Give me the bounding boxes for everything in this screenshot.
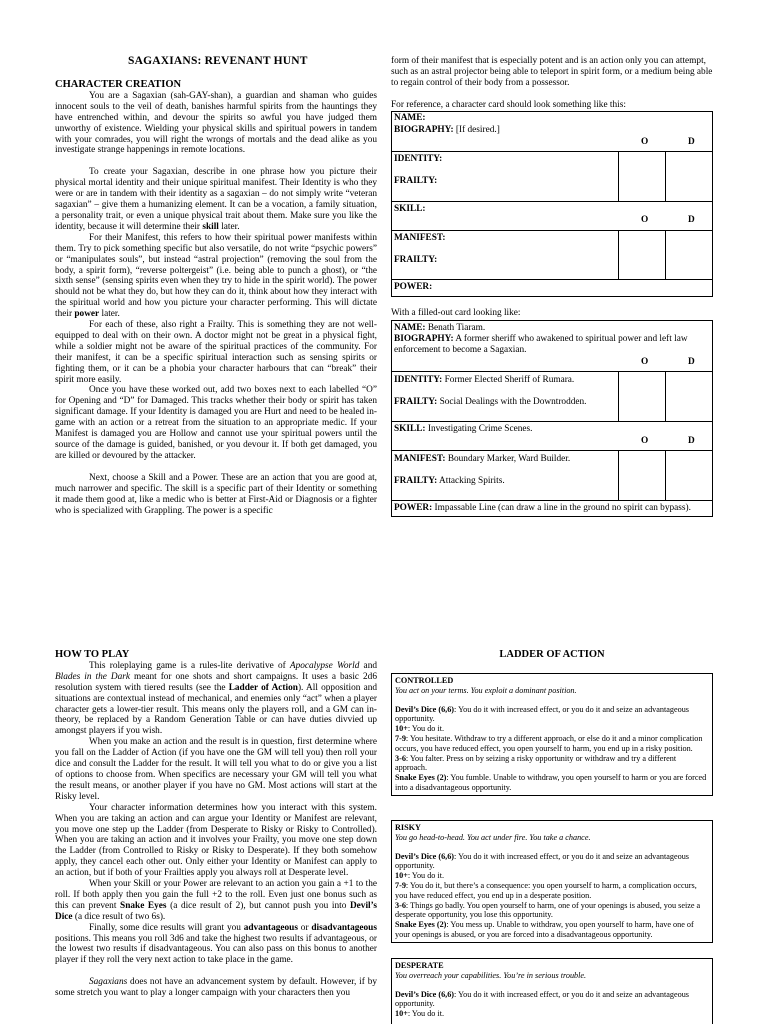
desperate-r2-text: : You do it. — [407, 1009, 445, 1019]
risky-devils-dice — [395, 852, 709, 872]
filled-manifest-value: Boundary Marker, Ward Builder. — [447, 454, 571, 464]
cc-paragraph-6: Next, choose a Skill and a Power. These are an action that you are good at, much narrower and specific. The skill is a specific part of their Identity or something it made them good at, like a medic who is better at First-Aid or Diagnosis or a fighter who is specialized with Grappling. The power is a specific — [55, 472, 377, 516]
cc-paragraph-5: Once you have these worked out, add two boxes next to each labelled “O” for Opening and “D” for Damaged. This tracks whether their body or spirit has taken significant damage. If your Identity is damaged you are Hurt and need to be healed in-game with an action or a retreat from the situation to an appropriate medic. If your Manifest is damaged you are Hollow and cannot use your spiritual powers until the source of the damage is guided, banished, or you devour it. If both get damaged, you are killed or devoured by the attacker. — [55, 385, 377, 461]
desperate-r1-label: Devil’s Dice (6,6) — [395, 989, 455, 999]
risky-r5-text: : You mess up. Unable to withdraw, you open yourself to harm, have one of your openings is abused, or you are forced into a disadvantageous opportunity. — [395, 920, 694, 939]
filled-card-text: With a filled-out card looking like: — [391, 308, 521, 318]
cc-p2-skill: skill — [202, 221, 219, 232]
page-title: SAGAXIANS: REVENANT HUNT — [128, 55, 308, 67]
filled-frailty2-value: Attacking Spirits. — [439, 476, 505, 486]
controlled-r1-label: Devil’s Dice (6,6) — [395, 704, 455, 714]
cc-p3-power: power — [74, 309, 100, 320]
card-frailty2-label: FRAILTY: — [394, 255, 438, 265]
filled-skill-value: Investigating Crime Scenes. — [427, 424, 533, 434]
filled-identity-label: IDENTITY: — [394, 375, 443, 385]
controlled-subtitle: You act on your terms. You exploit a dominant position. — [395, 685, 577, 695]
htp-p1-blades: Blades in the Dark — [55, 671, 130, 682]
filled-identity-value: Former Elected Sheriff of Rumara. — [444, 375, 575, 385]
controlled-r3-text: : You hesitate. Withdraw to try a different approach, or else do it and a minor complication occurs, you have reduced effect, you open yourself to harm, you end up in a risky position. — [395, 733, 703, 753]
risky-3-6 — [395, 901, 709, 921]
filled-frailty2-label: FRAILTY: — [394, 476, 438, 486]
card-d-header-2: D — [688, 215, 695, 225]
risky-subtitle: You go head-to-head. You act under fire. You take a chance. — [395, 832, 591, 842]
how-to-play-section — [55, 650, 377, 999]
ladder-desperate-box — [391, 958, 713, 1024]
filled-manifest-damaged-box[interactable] — [665, 451, 714, 500]
card-reference-text: For reference, a character card should look something like this: — [391, 99, 626, 110]
risky-10plus — [395, 871, 709, 881]
htp-p4-c: (a dice result of 2), but cannot push you into — [166, 900, 350, 911]
cc-paragraph-2 — [55, 167, 377, 232]
controlled-r5-text: : You fumble. Unable to withdraw, you open yourself to harm or you are forced into a disadvantageous opportunity. — [395, 773, 707, 792]
cc-p2-text: To create your Sagaxian, describe in one phrase how you picture their physical mortal identity and their unique spiritual manifest. Their Identity is who they were or are in tandem with their identity as a sagaxian – do not simply write “veteran sagaxian” – give them a humanizing element. It can be a vocation, a family situation, a personality trait, or even a unique physical trait about them. Make sure you like the identity, because it will determine their — [55, 167, 377, 232]
manifest-opening-box[interactable] — [618, 231, 666, 279]
risky-r4-label: 3-6 — [395, 900, 406, 910]
filled-skill-label: SKILL: — [394, 424, 426, 434]
cc-paragraph-4: For each of these, also right a Frailty. This is something they are not well-equipped to deal with on their own. A doctor might not be great in a physical fight, while a soldier might not be aware of the spiritual practices of the community. For their manifest, it can be a specific spiritual interaction such as sensing spirits or fighting them, or it can be a phobia your character harbours that can “break” their spirit more easily. — [55, 320, 377, 385]
filled-manifest-row — [392, 451, 712, 501]
filled-d-header: D — [688, 357, 695, 367]
desperate-10plus — [395, 1009, 709, 1019]
htp-p4-devils-dice: Devil’s Dice — [55, 900, 377, 922]
controlled-r2-text: : You do it. — [407, 724, 445, 734]
risky-r2-text: : You do it. — [407, 871, 445, 881]
identity-damaged-box[interactable] — [665, 152, 714, 201]
manifest-damaged-box[interactable] — [665, 231, 714, 279]
htp-p6-sagaxians: Sagaxians — [89, 977, 128, 988]
filled-name-row — [392, 321, 712, 372]
risky-title: RISKY — [395, 823, 421, 832]
cc-paragraph-7: form of their manifest that is especially potent and is an action only you can attempt, such as an astral projector being able to teleport in spirit form, or a medium being able to regain control of their body from a possessor. — [391, 56, 713, 88]
htp-p4-e: (a dice result of two 6s). — [72, 911, 166, 922]
how-to-play-heading: HOW TO PLAY — [55, 649, 130, 660]
cc-p3-text: For their Manifest, this refers to how their spiritual power manifests within them. Try to pick something specific but also versatile, do not write “psychic powers” or “manipulates souls”, but instead “astral projection” (removing the soul from the body, a spirit form), “reverse poltergeist” (i.e. being able to punch a ghost), or “the sixth sense” (sensing spirits even when they try to hide in the spirit world). The power should not be what they do, but how they can do it, think about how they interact with the spiritual world and how you picture your character performing. This will dictate their — [55, 232, 377, 320]
card-d-header: D — [688, 137, 695, 147]
ladder-controlled-box — [391, 673, 713, 796]
card-identity-row — [392, 152, 712, 202]
filled-name-value: Benath Tiaram. — [427, 323, 486, 333]
controlled-title: CONTROLLED — [395, 676, 454, 685]
controlled-snake-eyes — [395, 773, 709, 793]
filled-power-label: POWER: — [394, 503, 433, 513]
cc-paragraph-3 — [55, 233, 377, 320]
card-o-header-2: O — [641, 215, 649, 225]
htp-paragraph-3: Your character information determines how you interact with this system. When you are taking an action and can argue your Identity or Manifest are relevant, you move one step up the Ladder (from Desperate to Risky or Risky to Controlled). When you are taking an action and it involves your Frailty, you move one step down the Ladder (from Controlled to Risky or Risky to Desperate). If they both somehow apply, they cancel each other out. Only either your Identity or Manifest can apply to an action, but if both of your Frailties apply you always roll at Desperate level. — [55, 802, 377, 879]
htp-paragraph-5 — [55, 923, 377, 967]
htp-p1-c: and — [359, 660, 377, 671]
filled-manifest-label: MANIFEST: — [394, 454, 446, 464]
htp-p5-disadvantageous: disadvantageous — [311, 922, 377, 933]
cc-p2-end: later. — [218, 221, 240, 232]
risky-r4-text: : Things go badly. You open yourself to harm, one of your openings is abused, you seize a desperate opportunity, you lose this opportunity. — [395, 900, 701, 920]
controlled-r1-text: : You do it with increased effect, or you do it and seize an advantageous opportunity. — [395, 704, 689, 724]
htp-paragraph-6 — [55, 977, 377, 999]
card-skill-row — [392, 202, 712, 231]
desperate-r2-label: 10+ — [395, 1009, 408, 1019]
filled-o-header-2: O — [641, 436, 649, 446]
cc-p3-end: later. — [99, 309, 120, 320]
cc-continued — [391, 56, 713, 111]
htp-p5-advantageous: advantageous — [243, 922, 298, 933]
risky-snake-eyes — [395, 920, 709, 940]
htp-p4-snake-eyes: Snake Eyes — [120, 900, 167, 911]
filled-frailty-value: Social Dealings with the Downtrodden. — [439, 397, 587, 407]
filled-skill-row — [392, 422, 712, 451]
desperate-r1-text: : You do it with increased effect, or you do it and seize an advantageous opportunity. — [395, 989, 689, 1009]
htp-p1-e: meant for one shots and short campaigns. It uses a basic 2d6 resolution system with tiered results (see the — [55, 671, 377, 693]
card-identity-label: IDENTITY: — [394, 154, 443, 164]
htp-p1-ladder: Ladder of Action — [228, 682, 298, 693]
htp-p5-c: or — [297, 922, 312, 933]
risky-7-9 — [395, 881, 709, 901]
controlled-r3-label: 7-9 — [395, 733, 406, 743]
risky-r5-label: Snake Eyes (2) — [395, 920, 447, 930]
card-skill-label: SKILL: — [394, 204, 426, 214]
htp-p6-b: does not have an advancement system by default. However, if by some stretch you want to play a longer campaign with your characters then you — [55, 977, 377, 999]
character-creation-heading: CHARACTER CREATION — [55, 79, 182, 90]
blank-character-card — [391, 111, 713, 297]
filled-bio-value: A former sheriff who awakened to spiritual power and left law enforcement to become a Sagaxian. — [394, 334, 688, 355]
htp-p1-apocalypse-world: Apocalypse World — [289, 660, 360, 671]
controlled-r2-label: 10+ — [395, 724, 408, 734]
risky-r3-label: 7-9 — [395, 880, 406, 890]
ladder-risky-box — [391, 820, 713, 943]
card-power-row — [392, 280, 712, 296]
card-manifest-label: MANIFEST: — [394, 233, 446, 243]
filled-name-label: NAME: — [394, 323, 426, 333]
ladder-heading: LADDER OF ACTION — [499, 649, 605, 660]
htp-paragraph-4 — [55, 879, 377, 923]
identity-opening-box[interactable] — [618, 152, 666, 201]
card-bio-value: [If desired.] — [455, 125, 500, 135]
htp-paragraph-2: When you make an action and the result is in question, first determine where you fall on the Ladder of Action (if you have one the GM will tell you) then roll your dice and consult the Ladder for the result. It will tell you what to do or give you a list of options to choose from. When specifics are necessary your GM will tell you what the result means, or another player if you have no GM. Most actions will start at the Risky level. — [55, 737, 377, 802]
card-name-label: NAME: — [394, 113, 426, 123]
htp-p1-g: ). All opposition and situations are contextual instead of mechanical, and enemies only “act” when a player character gets a lower-tier result. This means only the players roll, and a GM can in-theory, be replaced by a Random Generation Table or can have duties divvied up amongst players if you wish. — [55, 682, 377, 737]
filled-power-row — [392, 501, 712, 516]
htp-p4-a: When your Skill or your Power are relevant to an action you gain a +1 to the roll. If both apply then you gain the full +2 to the roll. Even just one bonus such as this can prevent — [55, 879, 377, 911]
desperate-title: DESPERATE — [395, 961, 444, 970]
filled-frailty-label: FRAILTY: — [394, 397, 438, 407]
filled-bio-label: BIOGRAPHY: — [394, 334, 454, 344]
filled-power-value: Impassable Line (can draw a line in the ground no spirit can bypass). — [434, 503, 691, 513]
filled-identity-row — [392, 372, 712, 422]
controlled-3-6 — [395, 754, 709, 774]
controlled-devils-dice — [395, 705, 709, 725]
card-o-header: O — [641, 137, 649, 147]
htp-p5-e: positions. This means you roll 3d6 and take the highest two results if advantageous, or the lowest two results if disadvantageous. You can also pass on this bonus to another player if they roll the very next action to take place in the game. — [55, 933, 377, 966]
controlled-10plus — [395, 724, 709, 734]
filled-identity-damaged-box[interactable] — [665, 372, 714, 421]
desperate-devils-dice — [395, 990, 709, 1010]
htp-p5-a: Finally, some dice results will grant you — [89, 922, 244, 933]
filled-o-header: O — [641, 357, 649, 367]
card-power-label: POWER: — [394, 282, 433, 292]
filled-identity-opening-box[interactable] — [618, 372, 666, 421]
risky-r1-label: Devil’s Dice (6,6) — [395, 851, 455, 861]
card-manifest-row — [392, 231, 712, 280]
risky-r3-text: : You do it, but there’s a consequence: you open yourself to harm, a complication occurs, you have reduced effect, you end up in a desperate position. — [395, 880, 697, 900]
controlled-r4-text: : You falter. Press on by seizing a risky opportunity or withdraw and try a different approach. — [395, 753, 677, 773]
risky-r1-text: : You do it with increased effect, or you do it and seize an advantageous opportunity. — [395, 851, 689, 871]
risky-r2-label: 10+ — [395, 871, 408, 881]
cc-paragraph-1: You are a Sagaxian (sah-GAY-shan), a guardian and shaman who guides innocent souls to the veil of death, banishes harmful spirits from the hauntings they have entrenched within, and devour the spirits so awful you have judged them unworthy of existence. Wielding your physical skills and spiritual powers in tandem with your comrades, you will right the wrongs of mortals and the dead alike as you investigate strange happenings in remote locations. — [55, 90, 377, 156]
card-bio-label: BIOGRAPHY: — [394, 125, 454, 135]
filled-d-header-2: D — [688, 436, 695, 446]
controlled-r4-label: 3-6 — [395, 753, 406, 763]
filled-manifest-opening-box[interactable] — [618, 451, 666, 500]
controlled-7-9 — [395, 734, 709, 754]
filled-character-card — [391, 320, 713, 517]
htp-p1-a: This roleplaying game is a rules-lite derivative of — [89, 660, 290, 671]
card-frailty-label: FRAILTY: — [394, 176, 438, 186]
desperate-subtitle: You overreach your capabilities. You’re in serious trouble. — [395, 970, 587, 980]
htp-paragraph-1 — [55, 661, 377, 737]
controlled-r5-label: Snake Eyes (2) — [395, 773, 447, 783]
card-name-row — [392, 112, 712, 152]
character-creation-section — [55, 80, 377, 516]
